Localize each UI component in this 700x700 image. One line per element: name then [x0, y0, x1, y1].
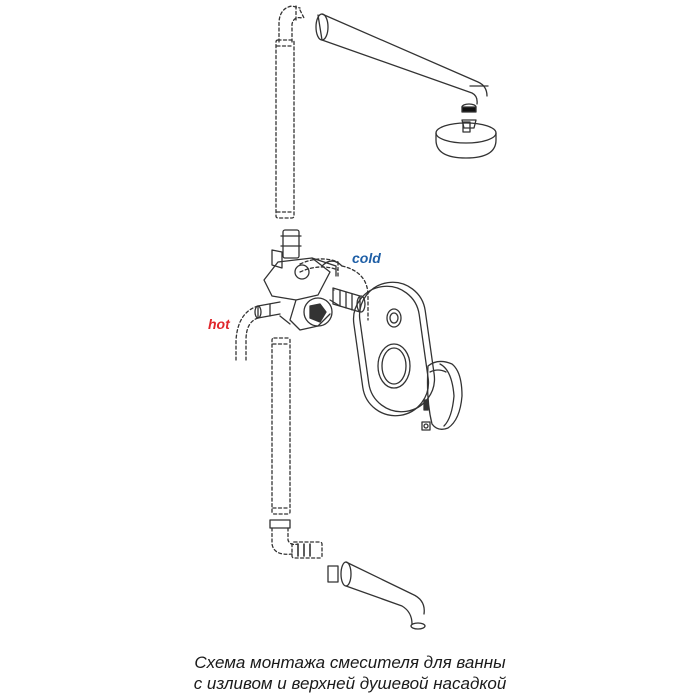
upper-vertical-pipe [276, 40, 294, 218]
shower-arm [316, 14, 488, 104]
cold-inlet-stub [322, 261, 365, 312]
mixer-handle [428, 361, 463, 429]
lower-vertical-pipe [272, 338, 290, 514]
cold-supply-line [300, 259, 338, 278]
upper-pipe-elbow [279, 6, 304, 42]
cold-water-label: cold [352, 250, 381, 266]
caption-line-1: Схема монтажа смесителя для ванны [194, 653, 506, 672]
caption-line-2: с изливом и верхней душевой насадкой [193, 674, 507, 693]
hot-water-label: hot [208, 316, 230, 332]
hot-inlet-stub [255, 302, 290, 324]
shower-head-connector [462, 104, 476, 128]
bath-spout [328, 562, 425, 629]
escutcheon-plate [349, 278, 438, 420]
lower-elbow [270, 520, 322, 558]
diagram-caption [0, 652, 700, 694]
